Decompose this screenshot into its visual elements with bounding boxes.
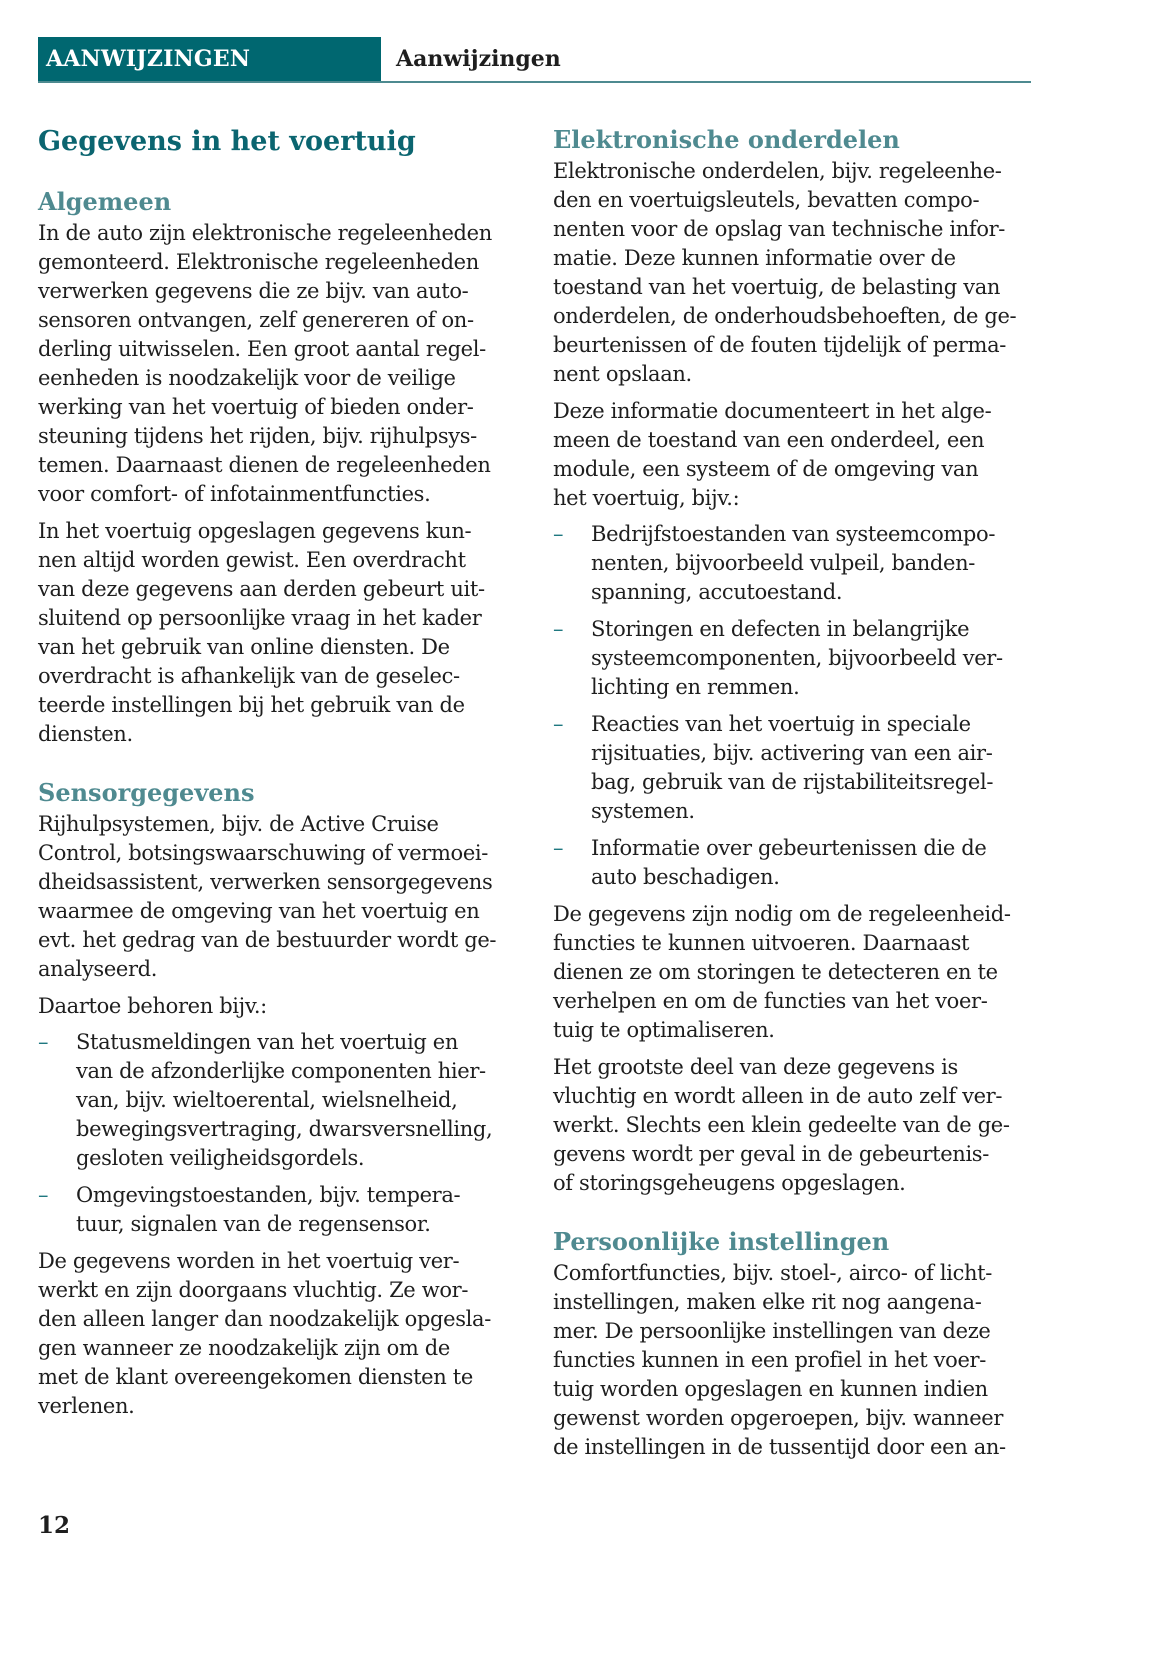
text-line: dheidsassistent, verwerken sensorgegevens: [38, 870, 493, 894]
text-line: Comfortfuncties, bijv. stoel-, airco- of licht-: [553, 1261, 992, 1285]
page-header: [38, 37, 1031, 83]
text-line: verwerken gegevens die ze bijv. van auto-: [38, 279, 469, 303]
text-line: met de klant overeengekomen diensten te: [38, 1365, 473, 1389]
paragraph: [553, 900, 1033, 1045]
text-line: functies te kunnen uitvoeren. Daarnaast: [553, 931, 970, 955]
text-line: werking van het voertuig of bieden onder-: [38, 395, 474, 419]
text-line: mer. De persoonlijke instellingen van deze: [553, 1319, 991, 1343]
text-line: tuur, signalen van de regensensor.: [76, 1212, 431, 1236]
text-line: meen de toestand van een onderdeel, een: [553, 428, 985, 452]
text-line: Daartoe behoren bijv.:: [38, 994, 267, 1018]
section-heading-sensorgegevens: Sensorgegevens: [38, 778, 255, 807]
left-column: [38, 120, 518, 1421]
text-line: verlenen.: [38, 1394, 135, 1418]
text-line: Storingen en defecten in belangrijke: [591, 617, 970, 641]
text-line: onderdelen, de onderhoudsbehoeften, de ge-: [553, 304, 1017, 328]
paragraph: [38, 992, 518, 1021]
dash-bullet-icon: –: [553, 712, 564, 736]
text-line: van de afzonderlijke componenten hier-: [76, 1059, 486, 1083]
dash-bullet-icon: –: [38, 1183, 49, 1207]
text-line: rijsituaties, bijv. activering van een air-: [591, 741, 993, 765]
text-line: sensoren ontvangen, zelf genereren of on-: [38, 308, 474, 332]
paragraph: [553, 397, 1033, 513]
text-line: systeemcomponenten, bijvoorbeeld ver-: [591, 646, 1003, 670]
list-item: [38, 1181, 518, 1239]
text-line: toestand van het voertuig, de belasting van: [553, 275, 1001, 299]
text-line: van, bijv. wieltoerental, wielsnelheid,: [76, 1088, 458, 1112]
list-item: [553, 834, 1033, 892]
text-line: den alleen langer dan noodzakelijk opgesla-: [38, 1307, 491, 1331]
text-line: overdracht is afhankelijk van de geselec-: [38, 664, 460, 688]
text-line: In de auto zijn elektronische regeleenheden: [38, 221, 492, 245]
text-line: nenten, bijvoorbeeld vulpeil, banden-: [591, 551, 975, 575]
text-line: temen. Daarnaast dienen de regeleenheden: [38, 453, 491, 477]
right-column: [553, 120, 1033, 1462]
paragraph: [553, 157, 1033, 389]
paragraph: [38, 810, 518, 984]
paragraph: [38, 1247, 518, 1421]
header-title: Aanwijzingen: [396, 46, 561, 72]
text-line: nent opslaan.: [553, 362, 692, 386]
text-line: verhelpen en om de functies van het voer-: [553, 989, 988, 1013]
text-line: diensten.: [38, 722, 133, 746]
text-line: Reacties van het voertuig in speciale: [591, 712, 971, 736]
text-line: derling uitwisselen. Een groot aantal regel-: [38, 337, 486, 361]
section-heading-elektronische-onderdelen: Elektronische onderdelen: [553, 125, 900, 154]
text-line: gen wanneer ze noodzakelijk zijn om de: [38, 1336, 450, 1360]
section-tab: AANWIJZINGEN: [38, 37, 381, 81]
text-line: van het gebruik van online diensten. De: [38, 635, 450, 659]
list-item: [38, 1028, 518, 1173]
text-line: Het grootste deel van deze gegevens is: [553, 1055, 958, 1079]
text-line: bewegingsvertraging, dwarsversnelling,: [76, 1117, 493, 1141]
text-line: auto beschadigen.: [591, 865, 780, 889]
text-line: dienen ze om storingen te detecteren en te: [553, 960, 998, 984]
text-line: werkt. Slechts een klein gedeelte van de ge-: [553, 1113, 1010, 1137]
text-line: tuig worden opgeslagen en kunnen indien: [553, 1377, 988, 1401]
text-line: gewenst worden opgeroepen, bijv. wanneer: [553, 1406, 1004, 1430]
text-line: Control, botsingswaarschuwing of vermoei-: [38, 841, 489, 865]
text-line: gemonteerd. Elektronische regeleenheden: [38, 250, 479, 274]
text-line: het voertuig, bijv.:: [553, 486, 740, 510]
paragraph: [553, 1259, 1033, 1462]
dash-bullet-icon: –: [38, 1030, 49, 1054]
text-line: evt. het gedrag van de bestuurder wordt ge-: [38, 928, 497, 952]
list-item: [553, 710, 1033, 826]
text-line: gevens wordt per geval in de gebeurtenis-: [553, 1142, 989, 1166]
text-line: Bedrijfstoestanden van systeemcompo-: [591, 522, 996, 546]
text-line: matie. Deze kunnen informatie over de: [553, 246, 956, 270]
text-line: analyseerd.: [38, 957, 158, 981]
dash-bullet-icon: –: [553, 522, 564, 546]
section-heading-persoonlijke-instellingen: Persoonlijke instellingen: [553, 1227, 890, 1256]
text-line: lichting en remmen.: [591, 675, 800, 699]
list-item: [553, 520, 1033, 607]
text-line: De gegevens worden in het voertuig ver-: [38, 1249, 460, 1273]
text-line: Informatie over gebeurtenissen die de: [591, 836, 987, 860]
text-line: In het voertuig opgeslagen gegevens kun-: [38, 519, 472, 543]
text-line: van deze gegevens aan derden gebeurt uit-: [38, 577, 485, 601]
text-line: of storingsgeheugens opgeslagen.: [553, 1171, 906, 1195]
text-line: functies kunnen in een profiel in het voer-: [553, 1348, 986, 1372]
page-number: 12: [38, 1512, 71, 1539]
section-heading-algemeen: Algemeen: [38, 187, 172, 216]
text-line: Statusmeldingen van het voertuig en: [76, 1030, 459, 1054]
text-line: Rijhulpsystemen, bijv. de Active Cruise: [38, 812, 439, 836]
text-line: beurtenissen of de fouten tijdelijk of perma-: [553, 333, 1007, 357]
text-line: spanning, accutoestand.: [591, 580, 843, 604]
text-line: bag, gebruik van de rijstabiliteitsregel-: [591, 770, 994, 794]
text-line: werkt en zijn doorgaans vluchtig. Ze wor-: [38, 1278, 469, 1302]
text-line: nen altijd worden gewist. Een overdracht: [38, 548, 466, 572]
text-line: den en voertuigsleutels, bevatten compo-: [553, 188, 980, 212]
text-line: waarmee de omgeving van het voertuig en: [38, 899, 480, 923]
text-line: vluchtig en wordt alleen in de auto zelf ver-: [553, 1084, 1003, 1108]
dash-bullet-icon: –: [553, 836, 564, 860]
page-title: Gegevens in het voertuig: [38, 126, 416, 157]
text-line: nenten voor de opslag van technische infor-: [553, 217, 1006, 241]
text-line: De gegevens zijn nodig om de regeleenheid-: [553, 902, 1011, 926]
dash-bullet-icon: –: [553, 617, 564, 641]
paragraph: [553, 1053, 1033, 1198]
text-line: sluitend op persoonlijke vraag in het kader: [38, 606, 482, 630]
text-line: Deze informatie documenteert in het alge-: [553, 399, 992, 423]
paragraph: [38, 517, 518, 749]
text-line: de instellingen in de tussentijd door een an-: [553, 1435, 1006, 1459]
list-item: [553, 615, 1033, 702]
text-line: teerde instellingen bij het gebruik van de: [38, 693, 465, 717]
text-line: gesloten veiligheidsgordels.: [76, 1146, 365, 1170]
text-line: eenheden is noodzakelijk voor de veilige: [38, 366, 456, 390]
text-line: tuig te optimaliseren.: [553, 1018, 775, 1042]
paragraph: [38, 219, 518, 509]
text-line: voor comfort- of infotainmentfuncties.: [38, 482, 431, 506]
text-line: instellingen, maken elke rit nog aangena-: [553, 1290, 982, 1314]
text-line: steuning tijdens het rijden, bijv. rijhulpsys-: [38, 424, 477, 448]
text-line: module, een systeem of de omgeving van: [553, 457, 979, 481]
text-line: Elektronische onderdelen, bijv. regeleenhe-: [553, 159, 1002, 183]
text-line: Omgevingstoestanden, bijv. tempera-: [76, 1183, 461, 1207]
text-line: systemen.: [591, 799, 695, 823]
